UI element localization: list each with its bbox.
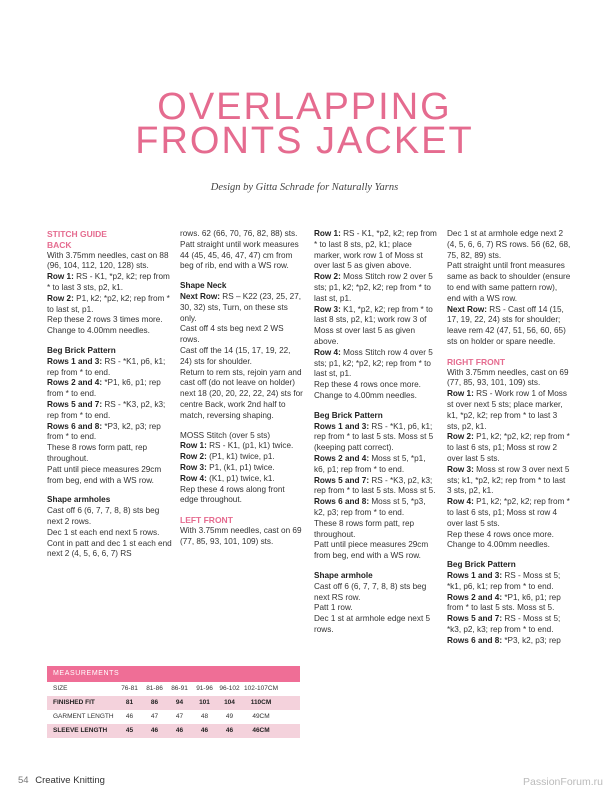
row-label: Row 1: — [180, 441, 207, 451]
row-label: Rows 2 and 4: — [47, 378, 103, 388]
pattern-row — [314, 348, 438, 380]
paragraph: With 3.75mm needles, cast on 69 (77, 85, 93, 101, 109) sts. — [447, 367, 569, 388]
pattern-row — [447, 636, 571, 647]
paragraph: Rep these 4 rows once more. — [447, 529, 554, 539]
paragraph: Patt 1 row. — [314, 603, 353, 613]
row-instruction: RS - K1, *p2, k2; rep from * to last 8 sts, p2, k1; place marker, work row 1 of Moss st over last 5 as given above. — [314, 229, 437, 271]
row-label: Rows 5 and 7: — [47, 399, 103, 409]
paragraph: Rep these 4 rows once more. — [314, 380, 421, 390]
title-line-1: OVERLAPPING — [157, 86, 452, 128]
pattern-row — [447, 593, 571, 615]
paragraph: Rep these 4 rows along front edge throughout. — [180, 484, 285, 505]
measurement-row — [47, 710, 300, 724]
pattern-row — [47, 422, 172, 444]
pattern-row — [447, 614, 571, 636]
row-instruction: RS - *K1, p6, k1; rep from * to last 5 sts. Moss st 5 (keeping patt correct). — [314, 421, 434, 453]
column-1 — [47, 229, 172, 560]
pattern-row — [314, 229, 438, 272]
measurement-value: 47 — [150, 713, 159, 720]
row-label: Row 1: — [314, 229, 341, 238]
row-label: Rows 1 and 3: — [314, 421, 370, 431]
pattern-row — [447, 389, 571, 432]
measurement-label: SLEEVE LENGTH — [53, 727, 108, 734]
measurement-value: 96-102 — [219, 685, 240, 692]
measurement-value: 81 — [125, 699, 134, 706]
measurement-row — [47, 696, 300, 710]
measurement-value: 49 — [225, 713, 234, 720]
subsection-heading: Shape armhole — [314, 570, 373, 580]
spacer — [47, 486, 172, 495]
subsection-heading: Beg Brick Pattern — [447, 560, 516, 570]
paragraph: Patt until piece measures 29cm from beg, end with a WS row. — [47, 464, 162, 485]
row-label: Row 4: — [447, 497, 474, 507]
section-heading: RIGHT FRONT — [447, 356, 506, 367]
pattern-row — [314, 497, 438, 519]
pattern-row — [447, 305, 571, 348]
paragraph: Patt until piece measures 29cm from beg, end with a WS row. — [314, 540, 429, 561]
paragraph: With 3.75mm needles, cast on 88 (96, 104, 112, 120, 128) sts. — [47, 250, 169, 271]
pattern-row — [180, 463, 304, 474]
title-line-2: FRONTS JACKET — [135, 120, 474, 162]
pattern-row — [314, 476, 438, 498]
pattern-row — [314, 272, 438, 304]
paragraph: Patt straight until work measures 44 (45, 45, 46, 47, 47) cm from beg of rib, end with a WS row. — [180, 239, 299, 271]
row-label: Rows 5 and 7: — [447, 614, 503, 624]
row-instruction: RS - *K3, p2, k3; rep from * to last 5 sts. Moss st 5. — [314, 475, 436, 496]
section-heading: STITCH GUIDE — [47, 229, 107, 239]
paragraph: Dec 1 st at armhole edge next 5 rows. — [314, 614, 431, 634]
row-label: Row 4: — [314, 347, 341, 357]
row-instruction: P1, k2; *p2, k2; rep from * to last 6 sts, p1; Moss st row 2 over last 5 sts. — [447, 432, 570, 463]
measurement-label: GARMENT LENGTH — [53, 713, 114, 720]
row-label: Row 2: — [314, 272, 341, 282]
byline: Design by Gitta Schrade for Naturally Yarns — [210, 182, 399, 193]
paragraph: Change to 4.00mm needles. — [314, 390, 417, 400]
measurement-label: SIZE — [53, 685, 68, 692]
measurement-value: 102-107CM — [244, 685, 278, 692]
row-label: Row 1: — [447, 389, 474, 399]
spacer — [180, 506, 304, 515]
row-label: Rows 6 and 8: — [47, 421, 103, 431]
measurement-value: 46 — [150, 727, 159, 734]
measurement-value: 46 — [200, 727, 209, 734]
row-instruction: K1, *p2, k2; rep from * to last 8 sts, p2, k1; work row 3 of Moss st over last 5 as given above. — [314, 304, 433, 346]
pattern-row — [314, 454, 438, 476]
paragraph: These 8 rows form patt, rep throughout. — [47, 443, 148, 463]
row-instruction: (K1, p1) twice, k1. — [206, 473, 275, 483]
row-label: Row 1: — [47, 272, 74, 282]
measurement-value: 81-86 — [146, 685, 163, 692]
measurement-value: 46 — [125, 713, 134, 720]
spacer — [447, 551, 571, 560]
column-2 — [180, 229, 304, 548]
paragraph: Cast off 4 sts beg next 2 WS rows. — [180, 324, 284, 345]
row-label: Row 3: — [180, 462, 207, 472]
pattern-row — [314, 422, 438, 454]
measurement-value: 76-81 — [121, 685, 138, 692]
row-instruction: RS – K22 (23, 25, 27, 30, 32) sts, Turn, on these sts only. — [180, 291, 302, 323]
measurement-value: 104 — [224, 699, 235, 706]
pattern-row — [447, 465, 571, 497]
row-instruction: P1, (k1, p1) twice. — [206, 462, 275, 472]
row-instruction: *P1, k6, p1; rep from * to last 5 sts. Moss st 5. — [447, 592, 561, 613]
pattern-row — [47, 294, 172, 316]
pattern-row — [447, 497, 571, 529]
measurement-value: 86 — [150, 699, 159, 706]
row-instruction: RS - K1, *p2, k2; rep from * to last 3 sts, p2, k1. — [47, 272, 170, 292]
magazine-name: Creative Knitting — [35, 775, 105, 786]
row-instruction: Moss Stitch row 4 over 5 sts; p1, k2; *p2, k2; rep from * to last st, p1. — [314, 347, 433, 379]
paragraph: With 3.75mm needles, cast on 69 (77, 85, 93, 101, 109) sts. — [180, 525, 302, 546]
row-label: Row 2: — [180, 452, 207, 462]
row-label: Rows 6 and 8: — [314, 497, 370, 507]
row-label: Rows 5 and 7: — [314, 475, 370, 485]
pattern-row — [447, 432, 571, 464]
paragraph: Change to 4.00mm needles. — [47, 326, 150, 336]
measurements-heading: MEASUREMENTS — [47, 666, 300, 682]
row-instruction: (P1, k1) twice, p1. — [206, 452, 275, 462]
measurement-row — [47, 724, 300, 738]
measurement-value: 47 — [175, 713, 184, 720]
row-label: Rows 1 and 3: — [447, 570, 503, 580]
subsection-heading: Shape armholes — [47, 495, 111, 505]
subsection-heading: Shape Neck — [180, 281, 227, 291]
row-instruction: RS - Moss st 5; *k1, p6, k1; rep from * to end. — [447, 570, 561, 591]
measurements-rows — [47, 682, 300, 738]
row-instruction: P1, k2; *p2, k2; rep from * to last 6 sts, p1; Moss st row 4 over last 5 sts. — [447, 497, 570, 528]
paragraph: Rep these 2 rows 3 times more. — [47, 315, 163, 325]
measurement-value: 101 — [199, 699, 210, 706]
measurement-value: 110CM — [250, 699, 272, 706]
spacer — [447, 348, 571, 357]
pattern-row — [314, 305, 438, 348]
subsection-heading: Beg Brick Pattern — [314, 410, 383, 420]
spacer — [180, 422, 304, 431]
row-label: Rows 6 and 8: — [447, 635, 503, 645]
spacer — [47, 337, 172, 346]
row-label: Rows 1 and 3: — [47, 356, 103, 366]
row-label: Row 3: — [447, 464, 474, 474]
spacer — [314, 402, 438, 411]
paragraph: rows. 62 (66, 70, 76, 82, 88) sts. — [180, 229, 298, 238]
measurement-value: 91-96 — [196, 685, 213, 692]
pattern-row — [47, 357, 172, 379]
pattern-row — [180, 292, 304, 324]
row-label: Row 4: — [180, 473, 207, 483]
section-heading: LEFT FRONT — [180, 515, 233, 526]
measurement-value: 86-91 — [171, 685, 188, 692]
measurement-value: 49CM — [252, 713, 270, 720]
section-heading: BACK — [47, 239, 72, 250]
row-instruction: Moss st 5, *p1, k6, p1; rep from * to end. — [314, 453, 426, 474]
paragraph: Cast off the 14 (15, 17, 19, 22, 24) sts for shoulder. — [180, 345, 291, 366]
row-instruction: *P3, k2, p3; rep — [502, 635, 561, 645]
pattern-row — [47, 378, 172, 400]
row-label: Row 3: — [314, 304, 341, 314]
spacer — [180, 272, 304, 281]
pattern-row — [47, 400, 172, 422]
row-label: Row 2: — [47, 293, 74, 303]
spacer — [314, 562, 438, 571]
measurement-value: 46 — [175, 727, 184, 734]
page-number: 54 — [18, 775, 29, 786]
row-instruction: RS - *K1, p6, k1; rep from * to end. — [47, 356, 166, 377]
paragraph: Patt straight until front measures same as back to shoulder (ensure to end with same pattern row), end with a WS row. — [447, 261, 571, 303]
pattern-row — [180, 441, 304, 452]
measurement-value: 94 — [175, 699, 184, 706]
paragraph: Return to rem sts, rejoin yarn and cast off (do not leave on holder) next 18 (20, 20, 22, 22, 24) sts for centre Back, work 2nd half to match, reversing shaping. — [180, 367, 303, 420]
row-label: Next Row: — [447, 304, 488, 314]
pattern-row — [180, 452, 304, 463]
row-instruction: P1, k2; *p2, k2; rep from * to last st, p1. — [47, 293, 170, 314]
row-label: Row 2: — [447, 432, 474, 442]
row-instruction: RS - Moss st 5; *k3, p2, k3; rep from * to end. — [447, 614, 561, 634]
paragraph: Change to 4.00mm needles. — [447, 540, 550, 550]
column-4 — [447, 229, 571, 646]
row-instruction: RS - *K3, p2, k3; rep from * to end. — [47, 399, 166, 420]
paragraph: These 8 rows form patt, rep throughout. — [314, 518, 415, 539]
row-instruction: RS - Cast off 14 (15, 17, 19, 22, 24) sts for shoulder; leave rem 42 (47, 51, 56, 60, 65) sts on holder or spare needle. — [447, 304, 566, 346]
row-instruction: Moss Stitch row 2 over 5 sts; p1, k2; *p2, k2; rep from * to last st, p1. — [314, 272, 433, 303]
pattern-row — [447, 571, 571, 593]
column-3 — [314, 229, 438, 636]
measurement-value: 48 — [200, 713, 209, 720]
measurement-value: 46 — [225, 727, 234, 734]
measurement-row — [47, 682, 300, 696]
row-label: Next Row: — [180, 291, 221, 301]
paragraph: Cast off 6 (6, 7, 7, 8, 8) sts beg next RS row. — [314, 581, 427, 602]
subsection-heading: Beg Brick Pattern — [47, 345, 116, 355]
paragraph: Dec 1 st each end next 5 rows. — [47, 527, 160, 537]
watermark: PassionForum.ru — [523, 776, 603, 788]
measurement-value: 46CM — [252, 727, 270, 734]
row-instruction: Moss st 5, *p3, k2, p3; rep from * to end. — [314, 497, 426, 517]
pattern-row — [47, 272, 172, 294]
measurements-table — [47, 666, 300, 738]
row-instruction: *P3, k2, p3; rep from * to end. — [47, 421, 161, 442]
measurement-value: 45 — [125, 727, 134, 734]
page-footer — [18, 775, 105, 786]
paragraph: Cast off 6 (6, 7, 7, 8, 8) sts beg next 2 rows. — [47, 506, 160, 526]
paragraph: Dec 1 st at armhole edge next 2 (4, 5, 6, 6, 7) RS rows. 56 (62, 68, 75, 82, 89) sts. — [447, 229, 571, 260]
row-instruction: RS - K1, (p1, k1) twice. — [206, 441, 294, 451]
paragraph: Cont in patt and dec 1 st each end next 2 (4, 5, 6, 6, 7) RS — [47, 538, 172, 559]
row-instruction: Moss st row 3 over next 5 sts; k1, *p2, k2; rep from * to last 3 sts, p2, k1. — [447, 464, 570, 496]
measurement-label: FINISHED FIT — [53, 699, 95, 706]
row-label: Rows 2 and 4: — [314, 453, 370, 463]
paragraph: MOSS Stitch (over 5 sts) — [180, 430, 271, 440]
pattern-row — [180, 474, 304, 485]
row-instruction: RS - Work row 1 of Moss st over next 5 sts; place marker, k1, *p2, k2; rep from * to last 3 sts, p2, k1. — [447, 389, 567, 431]
row-label: Rows 2 and 4: — [447, 592, 503, 602]
row-instruction: *P1, k6, p1; rep from * to end. — [47, 378, 161, 399]
